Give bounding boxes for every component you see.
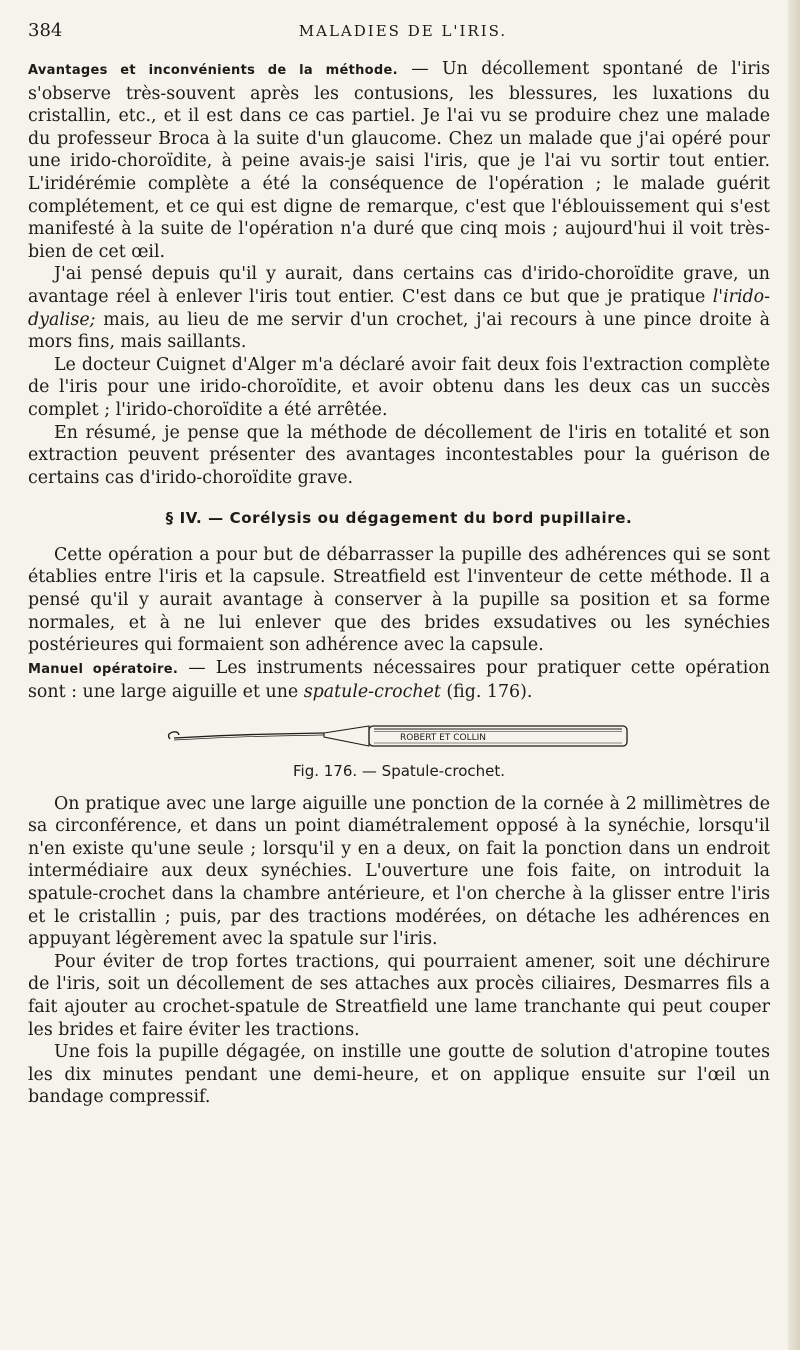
sidehead-manuel: Manuel opératoire.: [28, 661, 179, 677]
paragraph-irido-dyalise-before: J'ai pensé depuis qu'il y aurait, dans certains cas d'irido-choroïdite grave, un avantage réel à enlever l'iris tout entier. C'est dans ce but que je pratique: [28, 264, 770, 307]
paragraph-manuel: [28, 657, 770, 704]
paragraph-atropine: Une fois la pupille dégagée, on instille une goutte de solution d'atropine toutes les dix minutes pendant une demi-heure, et on applique ensuite sur l'œil un bandage compressif.: [28, 1042, 770, 1108]
paragraph-manuel-before: — Les instruments nécessaires pour pratiquer cette opération sont : une large aiguille et une: [28, 657, 770, 703]
term-irido-dyalise: l'irido-dyalise;: [28, 286, 770, 330]
page-header: [28, 18, 778, 48]
paragraph-summary: En résumé, je pense que la méthode de décollement de l'iris en totalité et son extraction peuvent présenter des avantages incontestables pour la guérison de certains cas d'irido-choroïdite grave.: [28, 422, 770, 488]
instrument-maker-label: ROBERT ET COLLIN: [400, 733, 486, 744]
instrument-neck: [324, 726, 369, 746]
body-text: [28, 58, 770, 1109]
figure-caption: Fig. 176. — Spatule-crochet.: [292, 762, 506, 781]
figure-176: [28, 722, 770, 783]
page-edge: [788, 0, 800, 1350]
paragraph-cuignet: Le docteur Cuignet d'Alger m'a déclaré avoir fait deux fois l'extraction complète de l'iris pour une irido-choroïdite, et avoir obtenu dans les deux cas un succès complet ; l'irido-choroïdite a été arrêtée.: [28, 354, 770, 420]
sidehead-advantages: Avantages et inconvénients de la méthode.: [28, 63, 398, 78]
running-head: MALADIES DE L'IRIS.: [298, 22, 508, 40]
section-title: § IV. — Corélysis ou dégagement du bord pupillaire.: [165, 509, 633, 528]
paragraph-advantages: [28, 58, 770, 263]
paragraph-corelysis: Cette opération a pour but de débarrasser la pupille des adhérences qui se sont établies entre l'iris et la capsule. Streatfield est l'inventeur de cette méthode. Il a pensé qu'il y aurait avantage à conserver à la pupille sa position et sa forme normales, et à ne lui enlever que des brides exsudatives ou les synéchies postérieures qui formaient son adhérence avec la capsule.: [28, 544, 770, 656]
term-spatule-crochet: spatule-crochet: [303, 682, 441, 703]
page-number: 384: [28, 20, 63, 41]
spatule-crochet-illustration: [164, 722, 634, 752]
paragraph-irido-dyalise-after: mais, au lieu de me servir d'un crochet, j'ai recours à une pince droite à mors fins, mais saillants.: [28, 309, 770, 353]
paragraph-manuel-after: (fig. 176).: [440, 682, 533, 703]
paragraph-irido-dyalise: [28, 263, 770, 353]
paragraph-advantages-text: — Un décollement spontané de l'iris s'observe très-souvent après les contusions, les blessures, les luxations du cristallin, etc., et il est dans ce cas partiel. Je l'ai vu se produire chez une malade du professeur Broca à la suite d'un glaucome. Chez un malade que j'ai opéré pour une irido-choroïdite, à peine avais-je saisi l'iris, que je l'ai vu sortir tout entier. L'iridérémie complète a été la conséquence de l'opération ; le malade guérit complétement, et ce qui est digne de remarque, c'est que l'éblouissement qui s'est manifesté à la suite de l'opération n'a duré que cinq mois ; aujourd'hui il voit très-bien de cet œil.: [28, 59, 771, 262]
paragraph-ponction: On pratique avec une large aiguille une ponction de la cornée à 2 millimètres de sa circonférence, et dans un point diamétralement opposé à la synéchie, lorsqu'il n'en existe qu'une seule ; lorsqu'il y en a deux, on fait la ponction dans un endroit intermédiaire aux deux synéchies. L'ouverture une fois faite, on introduit la spatule-crochet dans la chambre antérieure, et l'on cherche à la glisser entre l'iris et le cristallin ; puis, par des tractions modérées, on détache les adhérences en appuyant légèrement avec la spatule sur l'iris.: [28, 793, 770, 950]
paragraph-desmarres: Pour éviter de trop fortes tractions, qui pourraient amener, soit une déchirure de l'iris, soit un décollement de ses attaches aux procès ciliaires, Desmarres fils a fait ajouter au crochet-spatule de Streatfield une lame tranchante qui peut couper les brides et faire éviter les tractions.: [28, 951, 770, 1040]
